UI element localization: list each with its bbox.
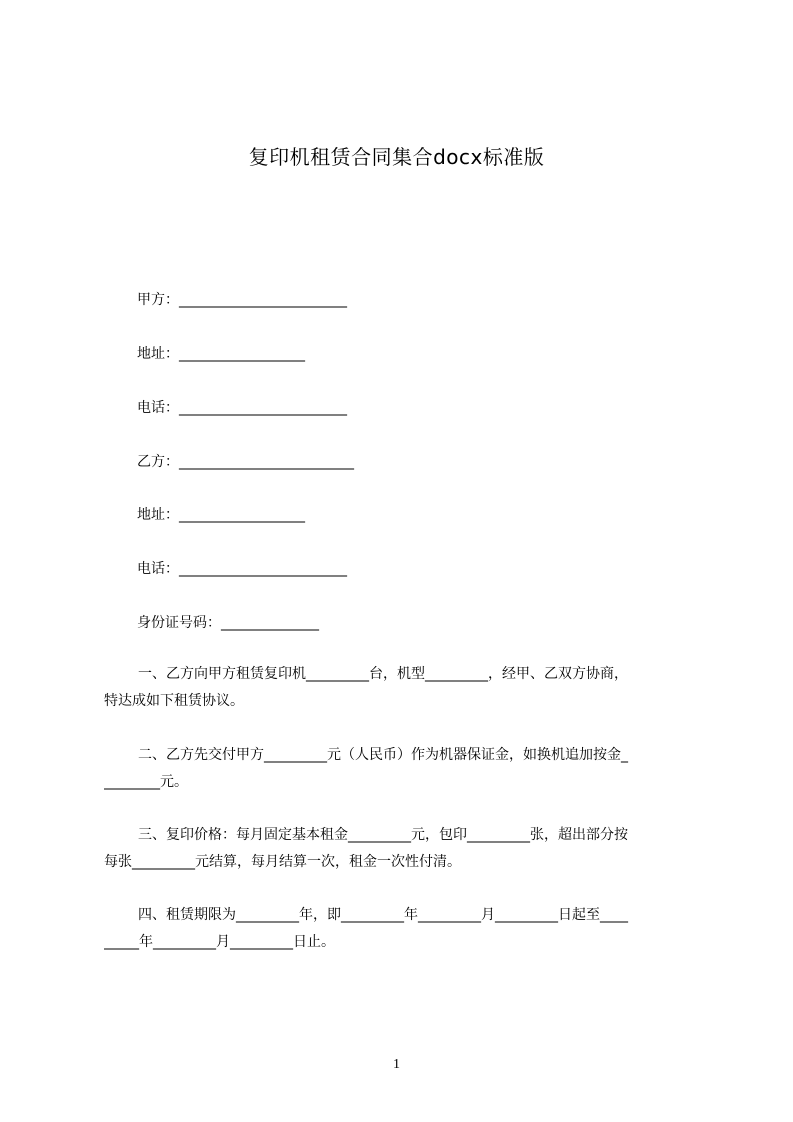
party-b-address-field: 地址：__________________ — [137, 507, 305, 523]
clause-4-line-2: _____年_________月_________日止。 — [104, 934, 335, 950]
clause-3-line-2: 每张_________元结算，每月结算一次，租金一次性付清。 — [104, 854, 461, 870]
clause-3 — [104, 822, 704, 876]
clause-1 — [104, 661, 704, 715]
page-number: 1 — [393, 1057, 400, 1072]
party-a-phone-field: 电话：________________________ — [137, 400, 347, 416]
clause-4 — [104, 902, 704, 956]
clause-2 — [104, 742, 704, 796]
clause-3-line-1: 三、复印价格：每月固定基本租金_________元，包印_________张，超出部分按 — [138, 827, 628, 843]
party-a-address-field: 地址：__________________ — [137, 346, 305, 362]
document-title: 复印机租赁合同集合docx标准版 — [248, 145, 545, 169]
party-b-phone-field: 电话：________________________ — [137, 561, 347, 577]
clause-2-line-1: 二、乙方先交付甲方_________元（人民币）作为机器保证金，如换机追加按金_ — [138, 747, 628, 763]
party-b-field: 乙方：_________________________ — [137, 454, 354, 470]
clause-4-line-1: 四、租赁期限为_________年，即_________年_________月_________日起至____ — [138, 907, 628, 923]
party-a-field: 甲方：________________________ — [137, 292, 347, 308]
clause-2-line-2: ________元。 — [104, 774, 188, 790]
party-b-id-field: 身份证号码：______________ — [137, 615, 319, 631]
clause-1-line-1: 一、乙方向甲方租赁复印机_________台，机型_________，经甲、乙双方协商， — [138, 666, 628, 682]
clause-1-line-2: 特达成如下租赁协议。 — [104, 693, 244, 709]
